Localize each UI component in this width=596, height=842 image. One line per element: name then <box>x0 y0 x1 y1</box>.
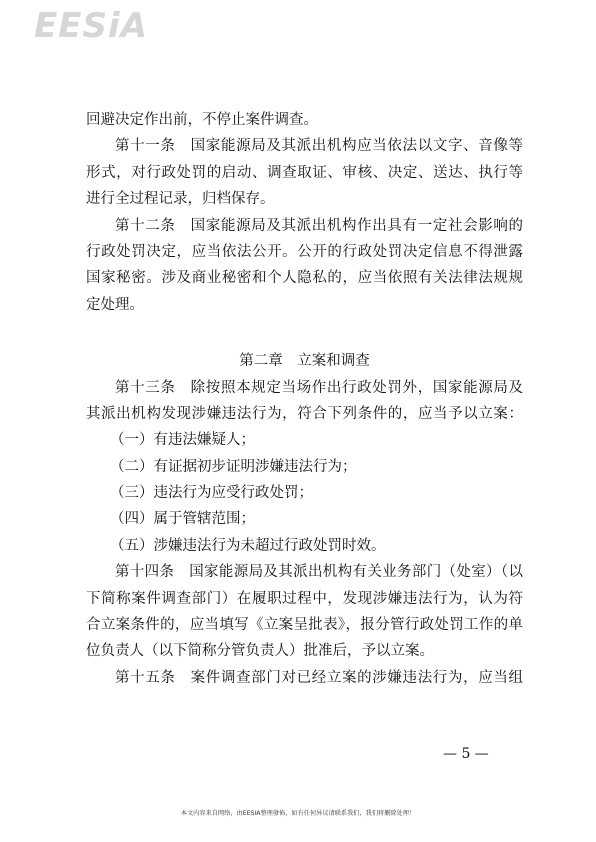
article-15-line: 第十五条 案件调查部门对已经立案的涉嫌违法行为，应当组 <box>115 669 523 686</box>
article-14-line: 下简称案件调查部门）在履职过程中，发现涉嫌违法行为，认为符 <box>86 590 523 607</box>
text-line: 回避决定作出前，不停止案件调查。 <box>86 112 318 128</box>
chapter-heading: 第二章 立案和调查 <box>239 353 370 370</box>
article-11-line: 进行全过程记录，归档保存。 <box>86 191 275 208</box>
eesia-logo: EESiA <box>34 6 148 46</box>
condition-item: （五）涉嫌违法行为未超过行政处罚时效。 <box>110 537 386 554</box>
footer-note: 本文内容来自网络，由EESIA整理發佈，如有任何异议请联系我们，我们将删除处理！ <box>180 810 416 817</box>
page-number: — 5 — <box>443 746 489 762</box>
article-13-line: 第十三条 除按照本规定当场作出行政处罚外，国家能源局及 <box>115 379 523 396</box>
condition-item: （四）属于管辖范围； <box>110 511 255 528</box>
article-12-line: 定处理。 <box>86 296 144 313</box>
condition-item: （三）违法行为应受行政处罚； <box>110 485 313 502</box>
condition-item: （一）有违法嫌疑人； <box>110 432 255 449</box>
article-11-line: 第十一条 国家能源局及其派出机构应当依法以文字、音像等 <box>115 138 523 155</box>
article-14-line: 位负责人（以下简称分管负责人）批准后，予以立案。 <box>86 643 434 660</box>
article-14-line: 合立案条件的，应当填写《立案呈批表》，报分管行政处罚工作的单 <box>86 617 523 634</box>
article-14-line: 第十四条 国家能源局及其派出机构有关业务部门（处室）（以 <box>115 564 523 581</box>
condition-item: （二）有证据初步证明涉嫌违法行为； <box>110 458 357 475</box>
article-11-line: 形式，对行政处罚的启动、调查取证、审核、决定、送达、执行等 <box>86 164 523 181</box>
article-13-line: 其派出机构发现涉嫌违法行为，符合下列条件的，应当予以立案： <box>86 405 523 422</box>
document-body <box>86 107 523 691</box>
article-12-line: 行政处罚决定，应当依法公开。公开的行政处罚决定信息不得泄露 <box>86 243 523 260</box>
article-12-line: 国家秘密。涉及商业秘密和个人隐私的，应当依照有关法律法规规 <box>86 270 523 287</box>
article-12-line: 第十二条 国家能源局及其派出机构作出具有一定社会影响的 <box>115 217 523 234</box>
